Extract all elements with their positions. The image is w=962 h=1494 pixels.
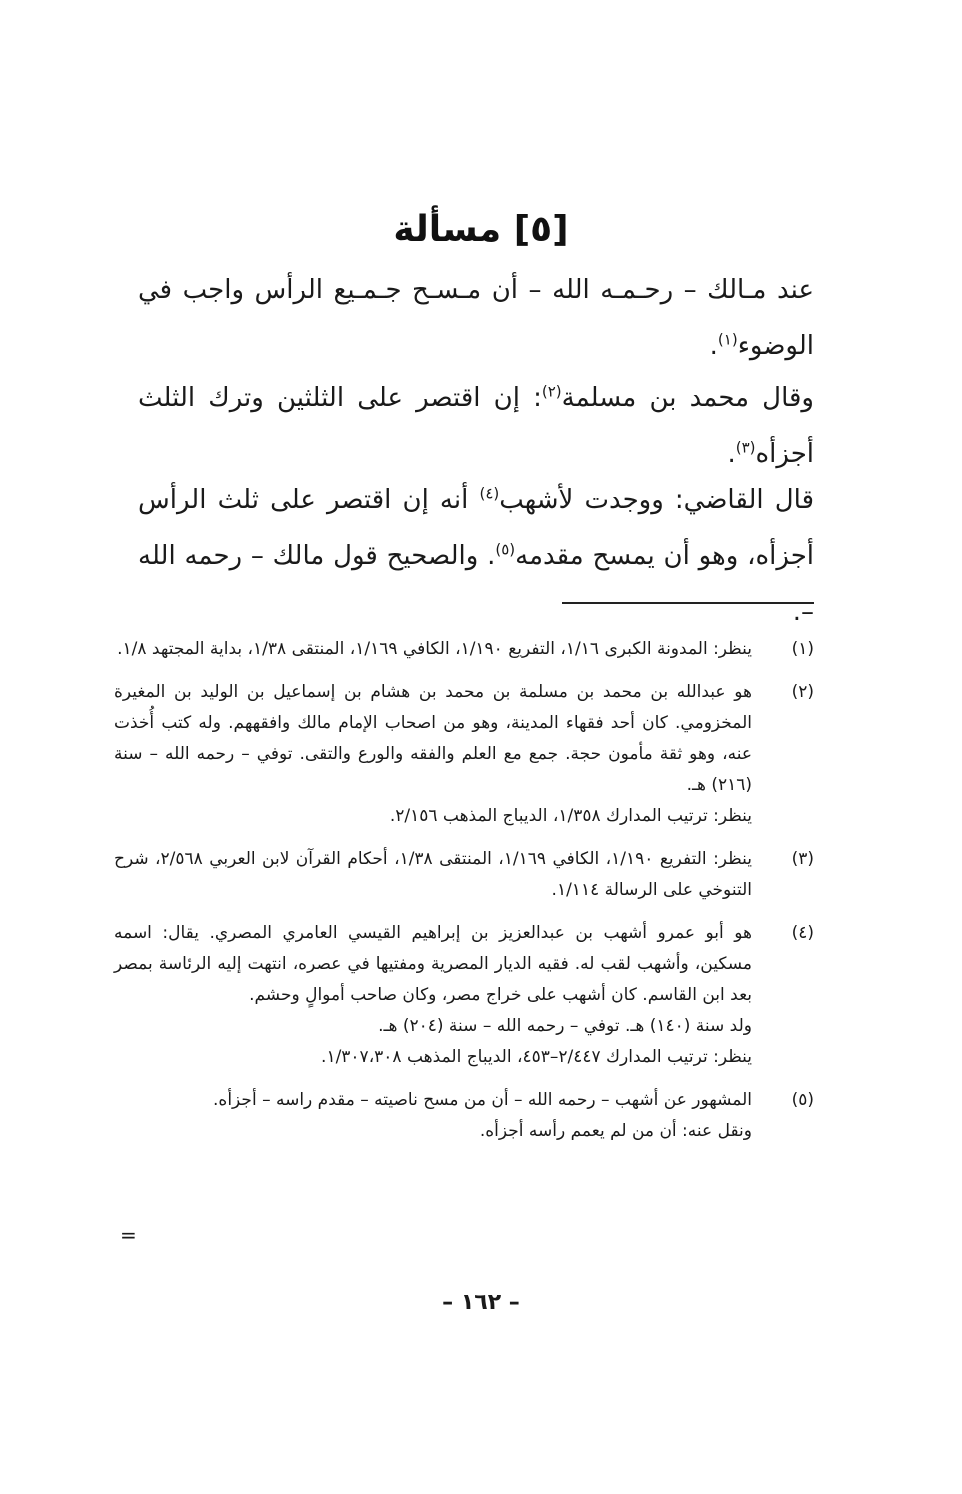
footnote-reference: ينظر: ترتيب المدارك ٢/٤٤٧–٤٥٣، الديباج المذهب ١/٣٠٧،٣٠٨.: [321, 1047, 752, 1067]
footnote-text: ينظر: المدونة الكبرى ١/١٦، التفريع ١/١٩٠، الكافي ١/١٦٩، المنتقى ١/٣٨، بداية المجتهد ١/٨.: [117, 639, 752, 659]
footnote-ref: (٥): [495, 540, 516, 559]
footnote-text: هو أبو عمرو أشهب بن عبدالعزيز بن إبراهيم القيسي العامري المصري. يقال: اسمه مسكين، وأشهب لقب له. فقيه الديار المصرية ومفتيها في عصره، انتهت إليه الرئاسة بمصر بعد ابن القاسم. كان أشهب على خراج مصر، وكان صاحب أموالٍ وحشم.: [114, 923, 752, 1005]
footnote-number: (٢): [791, 682, 814, 702]
paragraph-end: .: [727, 439, 736, 469]
footnote-ref: (١): [717, 330, 738, 349]
footnote-reference: ينظر: ترتيب المدارك ١/٣٥٨، الديباج المذهب ٢/١٥٦.: [389, 806, 752, 826]
footnote-5: [114, 1085, 814, 1147]
section-title: [٥] مسألة: [393, 209, 569, 250]
body-paragraph-1: [138, 262, 814, 374]
footnote-separator: [562, 602, 814, 604]
footnote-text: ينظر: التفريع ١/١٩٠، الكافي ١/١٦٩، المنتقى ١/٣٨، أحكام القرآن لابن العربي ٢/٥٦٨، شرح التنوخي على الرسالة ١/١١٤.: [114, 849, 752, 900]
paragraph-rest: : إن اقتصر على الثلثين وترك الثلث أجزأه: [138, 383, 814, 469]
footnote-text-continued: ونقل عنه: أن من لم يعمم رأسه أجزأه.: [479, 1121, 752, 1141]
footnote-text: هو عبدالله بن محمد بن مسلمة بن محمد بن هشام بن إسماعيل بن الوليد بن المغيرة المخزومي. كان أحد فقهاء المدينة، وهو من اصحاب الإمام مالك وافقههم. وله كتب أُخذت عنه، وهو ثقة مأمون حجة. جمع مع العلم والفقه والورع والتقى. توفي – رحمه الله – سنة (٢١٦) هـ.: [114, 682, 752, 795]
footnotes: [114, 634, 814, 1159]
footnote-1: [114, 634, 814, 665]
paragraph-end: .: [709, 331, 718, 361]
paragraph-text: قال القاضي: ووجدت لأشهب: [499, 485, 814, 515]
footnote-ref: (٤): [479, 484, 500, 503]
paragraph-rest: أنه إن اقتصر على ثلث الرأس أجزأه، وهو أن يمسح مقدمه: [138, 485, 814, 571]
footnote-3: [114, 844, 814, 906]
body-paragraph-2: [138, 370, 814, 482]
footnote-number: (٥): [791, 1090, 814, 1110]
footnote-dates: ولد سنة (١٤٠) هـ. توفي – رحمه الله – سنة (٢٠٤) هـ.: [378, 1016, 752, 1036]
footnote-number: (٤): [791, 923, 814, 943]
paragraph-end: . والصحيح قول مالك – رحمه الله –.: [138, 541, 814, 627]
footnote-text: المشهور عن أشهب – رحمه الله – أن من مسح ناصيته – مقدم راسه – أجزأه.: [213, 1090, 752, 1110]
footnote-ref: (٢): [541, 382, 562, 401]
footnote-number: (١): [791, 639, 814, 659]
page-number: – ١٦٢ –: [442, 1290, 520, 1315]
continuation-mark: =: [120, 1223, 137, 1247]
footnote-4: [114, 918, 814, 1073]
footnote-2: [114, 677, 814, 832]
paragraph-text: عند مـالك – رحـمـه الله – أن مـسـح جـمـيع الرأس واجب في الوضوء: [138, 275, 814, 361]
footnote-ref: (٣): [735, 438, 756, 457]
footnote-number: (٣): [791, 849, 814, 869]
paragraph-text: وقال محمد بن مسلمة: [561, 383, 814, 413]
body-paragraph-3: [138, 472, 814, 640]
